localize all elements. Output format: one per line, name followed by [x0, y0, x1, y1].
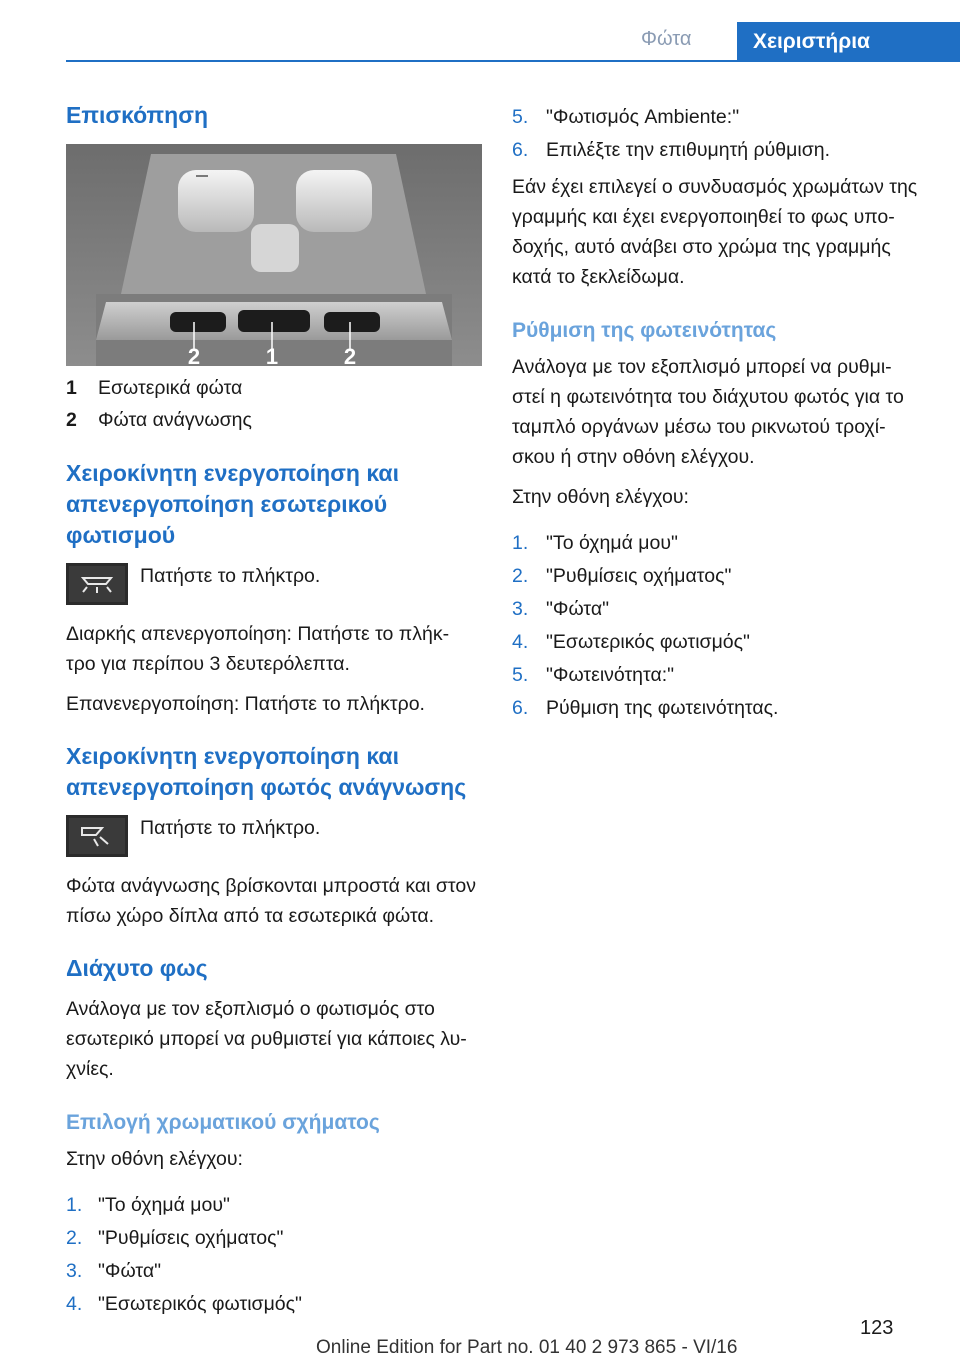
legend-number: 2: [66, 409, 77, 431]
step-item: [512, 526, 928, 559]
step-item: [66, 1287, 482, 1320]
step-text: "Φώτα": [98, 1259, 162, 1282]
header-chapter-tab[interactable]: [737, 22, 960, 62]
paragraph: Επανενεργοποίηση: Πατήστε το πλήκτρο.: [66, 693, 425, 715]
step-text: "Εσωτερικός φωτισμός": [98, 1292, 302, 1315]
section-title-ambient-light: Διάχυτο φως: [66, 955, 208, 981]
paragraph: Στην οθόνη ελέγχου:: [66, 1148, 243, 1170]
step-text: "Εσωτερικός φωτισμός": [546, 630, 750, 653]
step-number: 4.: [66, 1292, 83, 1315]
edition-footer: Online Edition for Part no. 01 40 2 973 865 - VI/16: [316, 1337, 738, 1358]
paragraph: Στην οθόνη ελέγχου:: [512, 486, 689, 508]
section-title-interior-light: Χειροκίνητη ενεργοποίηση και απενεργοποίηση εσωτερικού φωτισμού: [66, 460, 399, 548]
step-number: 1.: [66, 1193, 83, 1216]
section-title-reading-light: Χειροκίνητη ενεργοποίηση και απενεργοποίηση φωτός ανάγνωσης: [66, 743, 467, 800]
paragraph: Ανάλογα με τον εξοπλισμό μπορεί να ρυθμι‐ στεί η φωτεινότητα του διάχυτου φωτός για το ταμπλό οργάνων μέσω του ρικνωτού τροχί‐ σκου ή στην οθόνη ελέγχου.: [512, 356, 904, 468]
step-number: 5.: [512, 663, 529, 686]
reading-light-button-row: [66, 813, 482, 857]
step-item: [512, 559, 928, 592]
step-item: [66, 1188, 482, 1221]
right-column: [512, 96, 928, 724]
legend-number: 1: [66, 377, 77, 399]
paragraph: Φώτα ανάγνωσης βρίσκονται μπροστά και στον πίσω χώρο δίπλα από τα εσωτερικά φώτα.: [66, 875, 476, 927]
reading-light-instruction: Πατήστε το πλήκτρο.: [140, 817, 321, 839]
step-item: [66, 1254, 482, 1287]
step-number: 4.: [512, 630, 529, 653]
step-item: [512, 691, 928, 724]
interior-light-button[interactable]: [238, 310, 310, 332]
subsection-title-color-scheme: Επιλογή χρωματικού σχήματος: [66, 1111, 380, 1134]
page-number: 123: [860, 1317, 894, 1339]
step-text: "Φωτεινότητα:": [546, 663, 675, 686]
header-chapter-label: Χειριστήρια: [753, 30, 870, 53]
step-item: [512, 592, 928, 625]
legend-item: [66, 372, 482, 404]
reading-light-button-right[interactable]: [324, 312, 380, 332]
step-number: 5.: [512, 105, 529, 128]
header-section-tab[interactable]: Φώτα: [641, 28, 692, 50]
step-number: 6.: [512, 138, 529, 161]
step-text: "Ρυθμίσεις οχήματος": [546, 564, 732, 587]
step-text: Ρύθμιση της φωτεινότητας.: [546, 696, 779, 719]
step-item: [512, 625, 928, 658]
figure-label-2-left: 2: [187, 344, 201, 366]
step-number: 6.: [512, 696, 529, 719]
step-number: 3.: [512, 597, 529, 620]
interior-light-button-row: [66, 561, 482, 605]
overhead-console-photo: [66, 144, 482, 366]
step-number: 1.: [512, 531, 529, 554]
color-scheme-steps: [66, 1188, 482, 1320]
step-number: 3.: [66, 1259, 83, 1282]
interior-light-lens-left: [178, 170, 254, 232]
paragraph: Ανάλογα με τον εξοπλισμό ο φωτισμός στο εσωτερικό μπορεί να ρυθμιστεί για κάποιες λυ‐ χνίες.: [66, 998, 467, 1080]
legend-text: Φώτα ανάγνωσης: [98, 409, 252, 431]
reading-light-button-left[interactable]: [170, 312, 226, 332]
legend-item: [66, 404, 482, 436]
brightness-steps: [512, 526, 928, 724]
interior-light-instruction: Πατήστε το πλήκτρο.: [140, 565, 321, 587]
left-column: [66, 96, 482, 1320]
step-number: 2.: [66, 1226, 83, 1249]
center-sensor: [251, 224, 299, 272]
step-item: [512, 100, 928, 133]
step-text: "Το όχημά μου": [98, 1193, 230, 1216]
subsection-title-brightness: Ρύθμιση της φωτεινότητας: [512, 319, 777, 342]
step-item: [512, 658, 928, 691]
step-text: Επιλέξτε την επιθυμητή ρύθμιση.: [546, 138, 830, 161]
step-text: "Φωτισμός Ambiente:": [546, 105, 740, 128]
legend-text: Εσωτερικά φώτα: [98, 377, 243, 399]
interior-light-lens-right: [296, 170, 372, 232]
overview-title: Επισκόπηση: [66, 102, 208, 128]
color-scheme-steps-continued: [512, 100, 928, 166]
paragraph: Εάν έχει επιλεγεί ο συνδυασμός χρωμάτων της γραμμής και έχει ενεργοποιηθεί το φως υπο‐ δοχής, αυτό ανάβει στο χρώμα της γραμμής κατά το ξεκλείδωμα.: [512, 176, 918, 288]
step-text: "Ρυθμίσεις οχήματος": [98, 1226, 284, 1249]
figure-label-2-right: 2: [343, 344, 357, 366]
paragraph: Διαρκής απενεργοποίηση: Πατήστε το πλήκ‐ τρο για περίπου 3 δευτερόλεπτα.: [66, 623, 450, 675]
step-item: [512, 133, 928, 166]
step-item: [66, 1221, 482, 1254]
step-text: "Φώτα": [546, 597, 610, 620]
interior-light-icon: [66, 563, 128, 605]
step-number: 2.: [512, 564, 529, 587]
step-text: "Το όχημά μου": [546, 531, 678, 554]
reading-light-icon: [66, 815, 128, 857]
figure-label-1: 1: [265, 344, 279, 366]
